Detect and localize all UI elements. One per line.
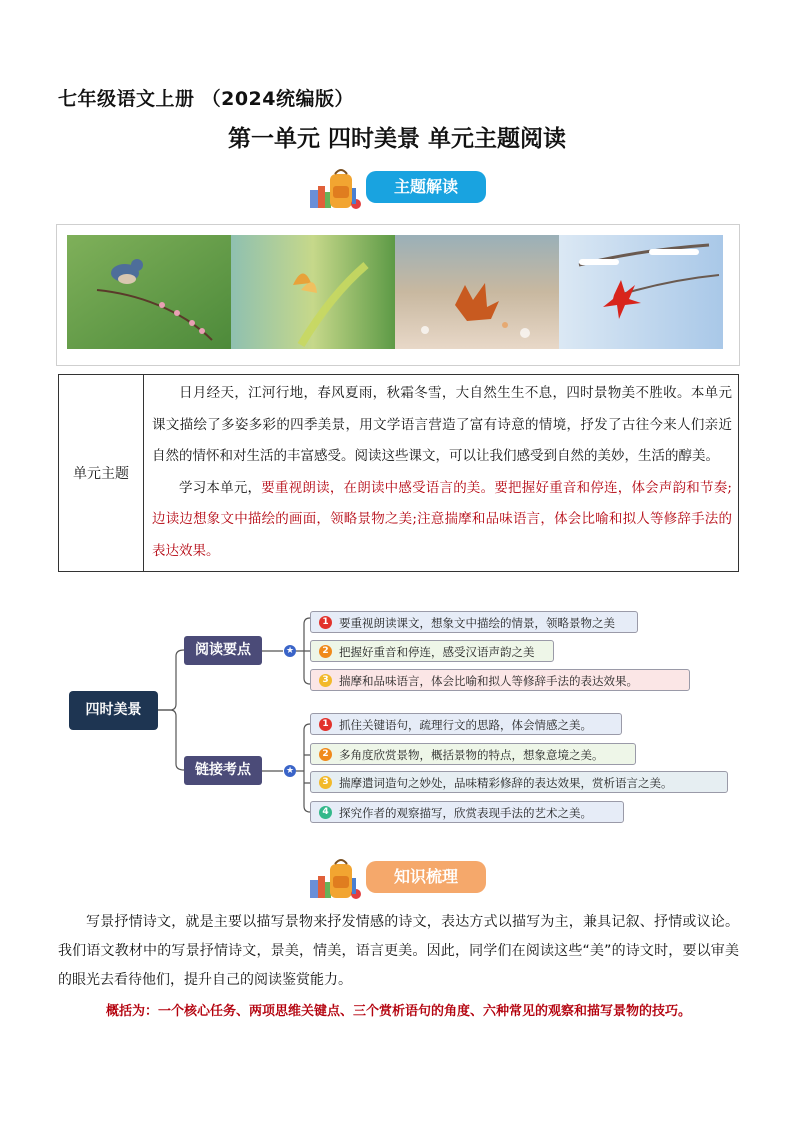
exam-point-3 [310,771,728,793]
section-header-theme [308,166,488,210]
section-badge-theme: 主题解读 [366,171,486,203]
number-badge-4: 4 [319,806,332,819]
exam-point-text: 揣摩遣词造句之妙处，品味精彩修辞的表达效果，赏析语言之美。 [339,776,673,790]
backpack-books-icon [308,856,364,900]
exam-point-4 [310,801,624,823]
summary-text: 概括为：一个核心任务、两项思维关键点、三个赏析语句的角度、六种常见的观察和描写景物的技巧。 [105,1004,691,1019]
unit-theme-table [58,374,739,572]
section-header-knowledge [308,856,488,900]
winter-maple-photo [559,235,723,349]
number-badge-1: 1 [319,718,332,731]
autumn-leaf-photo [395,235,559,349]
reading-point-2 [310,640,554,662]
reading-point-1 [310,611,638,633]
exam-point-1 [310,713,622,735]
intro-paragraph [58,908,739,995]
theme-paragraph-1: 日月经天，江河行地，春风夏雨，秋霜冬雪，大自然生生不息，四时景物美不胜收。本单元课文描绘了多姿多彩的四季美景，用文学语言营造了富有诗意的情境，抒发了古往今来人们亲近自然的情怀和对生活的丰富感受。阅读这些课文，可以让我们感受到自然的美妙，生活的醇美。 [152,385,732,464]
reading-point-text: 把握好重音和停连，感受汉语声韵之美 [339,645,535,659]
number-badge-3: 3 [319,674,332,687]
exam-point-text: 多角度欣赏景物，概括景物的特点，想象意境之美。 [339,748,604,762]
reading-point-text: 揣摩和品味语言，体会比喻和拟人等修辞手法的表达效果。 [339,674,638,688]
star-icon: ★ [285,646,295,656]
number-badge-3: 3 [319,776,332,789]
theme-paragraph-2-emphasis: 要重视朗读，在朗读中感受语言的美。要把握好重音和停连，体会声韵和节奏;边读边想象文中描绘的画面，领略景物之美;注意揣摩和品味语言，体会比喻和拟人等修辞手法的表达效果。 [152,479,732,559]
theme-paragraph-2-prefix: 学习本单元， [179,479,262,496]
exam-point-text: 抓住关键语句，疏理行文的思路，体会情感之美。 [339,718,592,732]
mindmap-root: 四时美景 [69,691,158,730]
document-title: 七年级语文上册 （2024统编版） [58,88,354,110]
season-photos [56,224,740,366]
spring-bird-photo [67,235,231,349]
exam-point-2 [310,743,636,765]
intro-text: 写景抒情诗文，就是主要以描写景物来抒发情感的诗文，表达方式以描写为主，兼具记叙、抒情或议论。我们语文教材中的写景抒情诗文，景美，情美，语言更美。因此，同学们在阅读这些“美”的诗文时，要以审美的眼光去看待他们，提升自己的阅读鉴赏能力。 [58,914,739,988]
section-badge-knowledge: 知识梳理 [366,861,486,893]
number-badge-2: 2 [319,645,332,658]
star-icon: ★ [285,766,295,776]
number-badge-2: 2 [319,748,332,761]
reading-point-3 [310,669,690,691]
reading-point-text: 要重视朗读课文，想象文中描绘的情景，领略景物之美 [339,616,615,630]
number-badge-1: 1 [319,616,332,629]
summer-butterfly-photo [231,235,395,349]
theme-content [144,375,739,572]
theme-paragraph-2 [152,473,732,568]
exam-point-text: 探究作者的观察描写，欣赏表现手法的艺术之美。 [339,806,592,820]
theme-label: 单元主题 [59,375,144,572]
mindmap-branch-exam: 链接考点 [184,756,262,785]
page-title: 第一单元 四时美景 单元主题阅读 [227,126,566,152]
backpack-books-icon [308,166,364,210]
mindmap-branch-reading: 阅读要点 [184,636,262,665]
